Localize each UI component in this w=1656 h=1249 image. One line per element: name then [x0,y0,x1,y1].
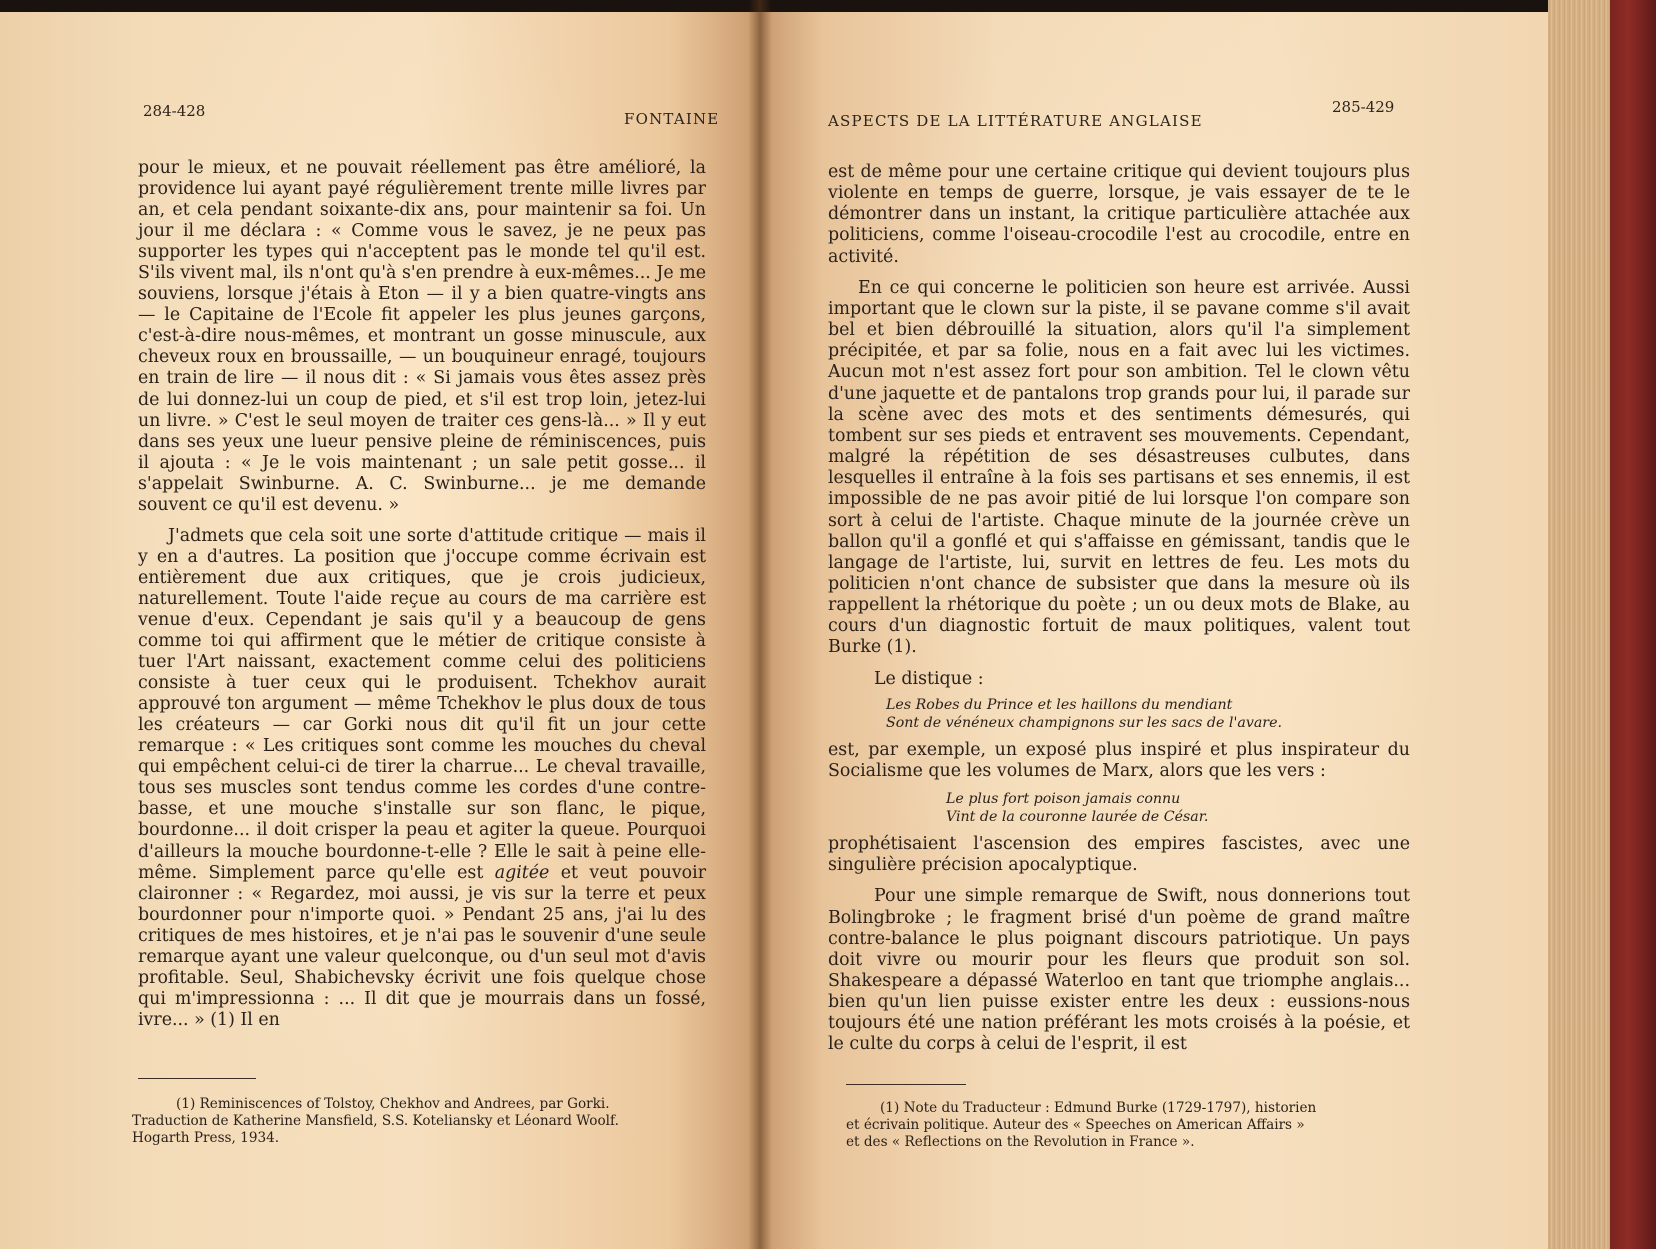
right-footnote-line-1: (1) Note du Traducteur : Edmund Burke (1729-1797), historien [880,1100,1317,1116]
left-footnote-line-2: Traduction de Katherine Mansfield, S.S. Koteliansky et Léonard Woolf. [132,1113,619,1129]
right-verse-1 [828,696,1410,732]
right-footnote-rule [846,1084,966,1085]
left-footnote-line-1: (1) Reminiscences of Tolstoy, Chekhov and Andrees, par Gorki. [176,1096,610,1112]
left-running-head: FONTAINE [624,110,720,128]
left-footnote-line-3: Hogarth Press, 1934. [132,1130,280,1146]
right-verse-2-line-1: Le plus fort poison jamais connu [946,791,1181,808]
right-paragraph-2: En ce qui concerne le politicien son heure est arrivée. Aussi important que le clown sur la piste, il se pavane comme s'il avait bel et bien débrouillé la situation, alors qu'il l'a simplement précipitée, et par sa folie, nous en a fait avec lui les victimes. Aucun mot n'est assez fort pour son ambition. Tel le clown vêtu d'une jaquette et de pantalons trop grands pour lui, il parade sur la scène avec des mots et des sentiments démesurés, qui tombent sur ses pieds et entravent ses mouvements. Cependant, malgré la répétition de ses désastreuses culbutes, dans lesquelles il entraîne à la fois ses partisans et ses ennemis, il est impossible de ne pas avoir pitié de lui lorsque l'on compare son sort à celui de l'artiste. Chaque minute de la journée crève un ballon qu'il a gonflé et qui s'affaisse en gémissant, tandis que le langage de l'artiste, lui, survit en lettres de feu. Les mots du politicien n'ont chance de subsister que dans la mesure où ils rappellent la rhétorique du poète ; un ou deux mots de Blake, au cours d'un diagnostic fortuit de maux politiques, valent tout Burke (1). [828,277,1410,658]
right-running-head: ASPECTS DE LA LITTÉRATURE ANGLAISE [828,112,1203,130]
left-paragraph-2-tail: et veut pouvoir claironner : « Regardez, moi aussi, je vis sur la terre et peux bourdonner pour n'importe quoi. » Pendant 25 ans, j'ai lu des critiques de mes histoires, et je n'ai pas le souvenir d'une seule remarque ayant une valeur quelconque, ou d'un seul mot d'avis profitable. Seul, Shabichevsky écrivit une fois quelque chose qui m'impressionna : ... Il dit que je mourrais dans un fossé, ivre... » (1) Il en [138,862,707,1030]
left-page-number: 284-428 [143,102,206,120]
right-paragraph-6: Pour une simple remarque de Swift, nous donnerions tout Bolingbroke ; le fragment brisé d'un poème de grand maître contre-balance le plus poignant discours patriotique. Un pays doit vivre ou mourir pour les fleurs que produit son sol. Shakespeare a dépassé Waterloo en tant que triomphe anglais... bien qu'un lien puisse exister entre les deux : eussions-nous toujours été une nation préférant les mots croisés à la poésie, et le culte du corps à celui de l'esprit, il est [828,886,1410,1055]
left-body-text [138,158,706,1031]
right-paragraph-3: Le distique : [874,668,984,689]
red-book-cover [1610,0,1656,1249]
right-verse-1-line-2: Sont de vénéneux champignons sur les sacs de l'avare. [886,714,1282,731]
left-paragraph-2-head: J'admets que cela soit une sorte d'attitude critique — mais il y en a d'autres. La position que j'occupe comme écrivain est entièrement due aux critiques, que je crois judicieux, naturellement. Toute l'aide reçue au cours de ma carrière est venue d'eux. Cependant je sais qu'il y a beaucoup de gens comme toi qui affirment que le métier de critique consiste à tuer l'Art naissant, exactement comme celui des politiciens consiste à tuer ceux qui le produisent. Tchekhov aurait approuvé ton argument — même Tchekhov le plus doux de tous les créateurs — car Gorki nous dit qu'il fit un jour cette remarque : « Les critiques sont comme les mouches du cheval qui empêchent celui-ci de tirer la charrue... Le cheval travaille, tous ses muscles sont tendus comme les cordes d'une contre-basse, et une mouche s'installe sur son flanc, le pique, bourdonne... il doit crisper la peau et agiter la queue. Pourquoi d'ailleurs la mouche bourdonne-t-elle ? Elle le sait à peine elle-même. Simplement parce qu'elle est [138,525,706,883]
right-paragraph-1: est de même pour une certaine critique qui devient toujours plus violente en temps de guerre, lorsque, je vais essayer de te le démontrer dans un instant, la critique particulière attachée aux politiciens, comme l'oiseau-crocodile l'est au crocodile, entre en activité. [828,162,1410,267]
right-verse-2-line-2: Vint de la couronne laurée de César. [946,809,1209,826]
left-footnote [132,1096,706,1147]
right-footnote-line-3: et des « Reflections on the Revolution in France ». [846,1134,1195,1150]
right-page-number: 285-429 [1332,98,1395,116]
right-paragraph-4: est, par exemple, un exposé plus inspiré et plus inspirateur du Socialisme que les volumes de Marx, alors que les vers : [828,739,1410,781]
book-gutter [748,0,772,1249]
left-paragraph-2 [138,526,706,1031]
right-page [760,12,1548,1249]
left-footnote-rule [138,1078,256,1079]
left-page [0,12,760,1249]
right-footnote [846,1100,1412,1151]
right-verse-1-line-1: Les Robes du Prince et les haillons du mendiant [886,696,1233,713]
right-paragraph-5: prophétisaient l'ascension des empires fascistes, avec une singulière précision apocalyptique. [828,834,1410,876]
right-body-text [828,162,1410,1056]
right-footnote-line-2: et écrivain politique. Auteur des « Speeches on American Affairs » [846,1117,1305,1133]
left-paragraph-2-italic: agitée [494,862,550,883]
right-verse-2 [828,790,1410,826]
left-paragraph-1: pour le mieux, et ne pouvait réellement pas être amélioré, la providence lui ayant payé régulièrement trente mille livres par an, et cela pendant soixante-dix ans, pour maintenir sa foi. Un jour il me déclara : « Comme vous le savez, je ne peux pas supporter les types qui n'acceptent pas le monde tel qu'il est. S'ils vivent mal, ils n'ont qu'à s'en prendre à eux-mêmes... Je me souviens, lorsque j'étais à Eton — il y a bien quatre-vingts ans — le Capitaine de l'Ecole fit appeler les plus jeunes garçons, c'est-à-dire nous-mêmes, et montrant un gosse minuscule, aux cheveux roux en broussaille, — un bouquineur enragé, toujours en train de lire — il nous dit : « Si jamais vous êtes assez près de lui donnez-lui un coup de pied, et s'il est trop loin, jetez-lui un livre. » C'est le seul moyen de traiter ces gens-là... » Il y eut dans ses yeux une lueur pensive pleine de réminiscences, puis il ajouta : « Je le vois maintenant ; un sale petit gosse... il s'appelait Swinburne. A. C. Swinburne... je me demande souvent ce qu'il est devenu. » [138,158,706,515]
